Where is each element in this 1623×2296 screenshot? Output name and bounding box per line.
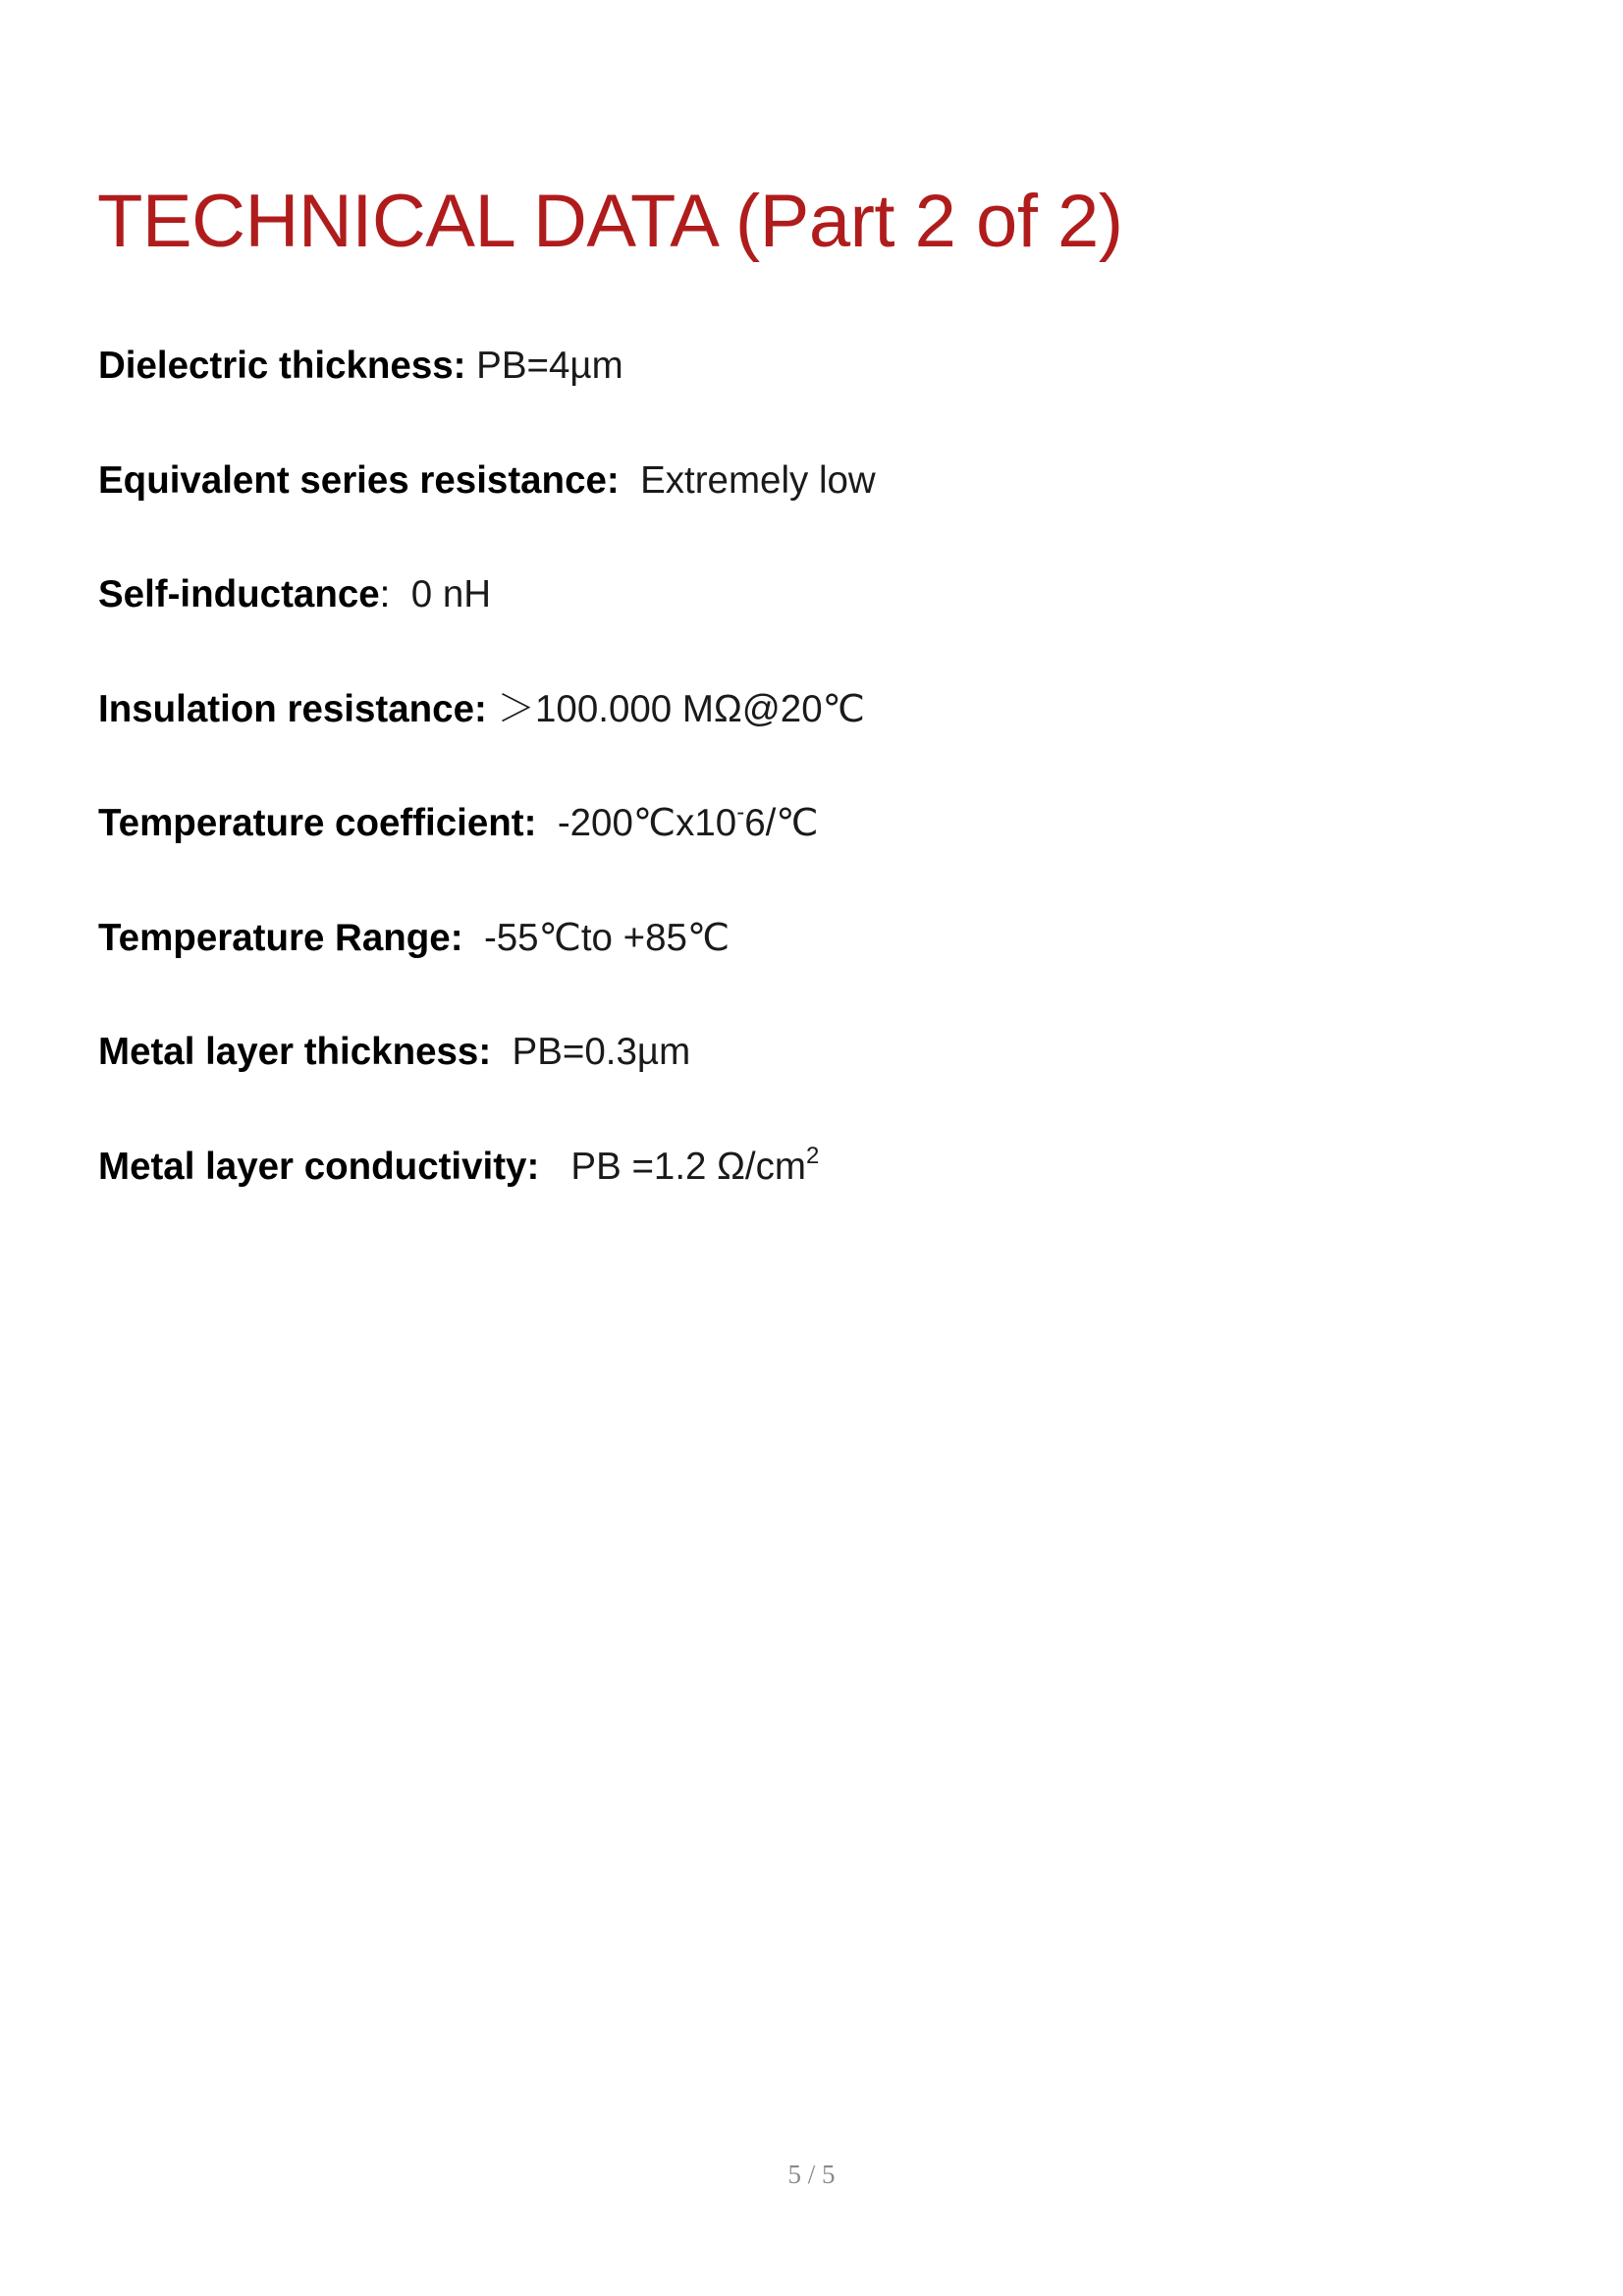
spec-label: Equivalent series resistance: [98,458,620,502]
spec-label: Insulation resistance: [98,687,487,730]
spec-label: Temperature Range: [98,916,463,959]
spec-temperature-coefficient [98,796,1522,911]
spec-list [98,339,1522,1254]
spec-metal-layer-thickness [98,1025,1522,1140]
spec-value: PB=4µm [465,345,623,387]
spec-dielectric-thickness [98,339,1522,454]
page-number: 5 / 5 [787,2160,836,2189]
spec-label: Dielectric thickness: [98,345,466,387]
spec-equivalent-series-resistance [98,454,1522,568]
spec-value-unit: 6/℃ [744,802,819,844]
spec-value-superscript: - [736,799,745,826]
spec-value [539,1142,820,1188]
page-title: TECHNICAL DATA (Part 2 of 2) [97,180,1123,263]
spec-label: Self-inductance [98,573,380,615]
spec-label: Temperature coefficient: [98,802,537,844]
spec-separator: : [379,573,391,615]
spec-label: Metal layer conductivity: [98,1145,540,1188]
spec-metal-layer-conductivity [98,1140,1522,1255]
spec-value: 0 nH [390,573,492,615]
spec-value: PB=0.3µm [491,1031,691,1073]
spec-value-main: -200℃x10 [536,802,737,844]
spec-value-main: PB =1.2 Ω/cm [539,1145,806,1188]
spec-value [536,799,819,844]
spec-value-superscript: 2 [805,1142,820,1169]
spec-value: -55℃to +85℃ [462,916,730,959]
spec-temperature-range [98,911,1522,1026]
spec-insulation-resistance [98,682,1522,797]
spec-value: Extremely low [619,458,876,502]
spec-label: Metal layer thickness: [98,1031,492,1073]
spec-self-inductance [98,567,1522,682]
spec-value: ＞100.000 MΩ@20℃ [486,687,865,730]
